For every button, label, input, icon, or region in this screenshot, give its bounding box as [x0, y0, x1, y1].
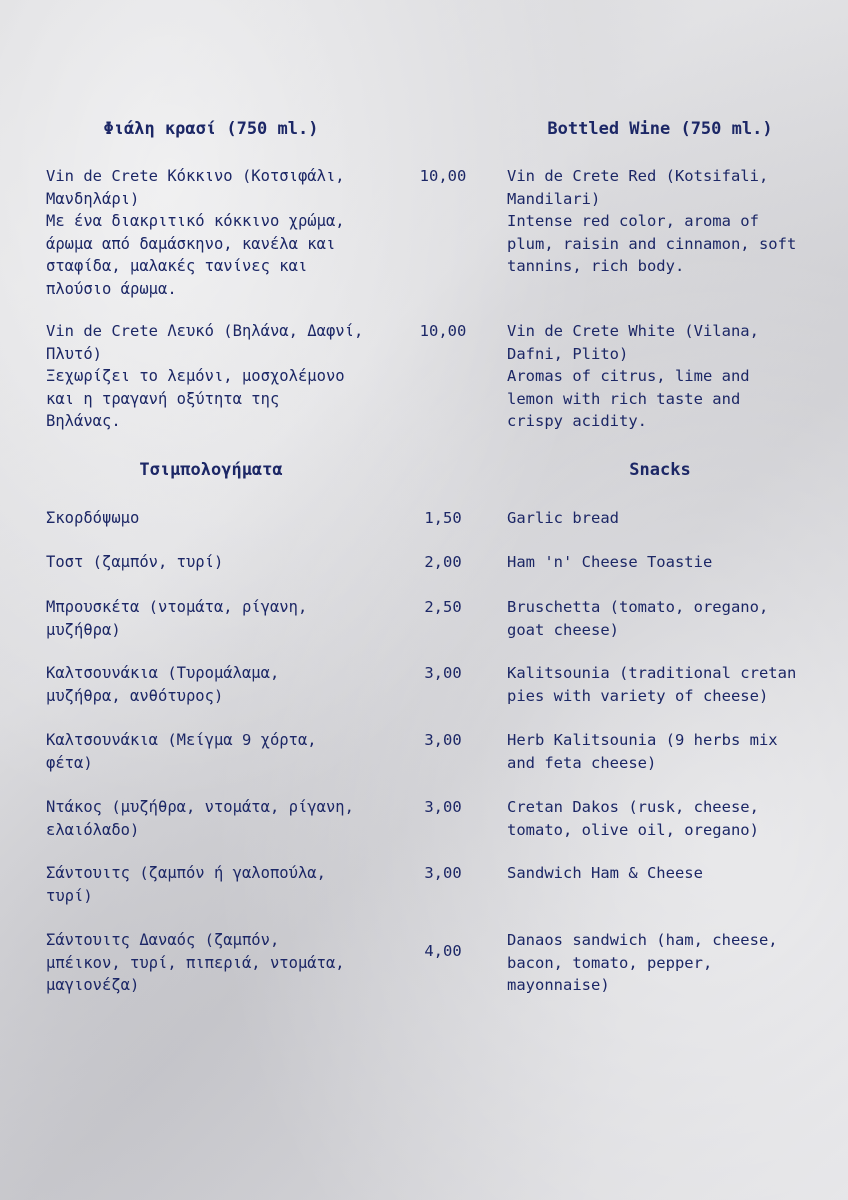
item-price: 3,00 — [424, 798, 462, 816]
section-title-gr-snacks: Τσιμπολογήματα — [139, 460, 283, 480]
item-description-gr: Μπρουσκέτα (ντομάτα, ρίγανη, μυζήθρα) — [46, 598, 308, 639]
item-description-gr: Σκορδόψωμο — [46, 509, 140, 527]
item-description-gr: Σάντουιτς (ζαμπόν ή γαλοπούλα, τυρί) — [46, 864, 326, 905]
item-description-en: Cretan Dakos (rusk, cheese, tomato, olive oil, oregano) — [507, 798, 759, 839]
item-price: 2,00 — [424, 553, 462, 571]
item-price: 3,00 — [424, 664, 462, 682]
section-title-gr-wine: Φιάλη κρασί (750 ml.) — [103, 119, 319, 139]
item-price: 1,50 — [424, 509, 462, 527]
item-description-gr: Τοστ (ζαμπόν, τυρί) — [46, 553, 224, 571]
item-description-en: Vin de Crete Red (Kotsifali, Mandilari) Intense red color, aroma of plum, raisin and cinnamon, soft tannins, rich body. — [507, 167, 797, 275]
section-title-en-snacks: Snacks — [629, 460, 691, 480]
item-description-en: Sandwich Ham & Cheese — [507, 864, 703, 882]
item-price: 3,00 — [424, 731, 462, 749]
item-price: 10,00 — [419, 167, 467, 185]
item-description-en: Kalitsounia (traditional cretan pies with variety of cheese) — [507, 664, 797, 705]
item-description-en: Ham 'n' Cheese Toastie — [507, 553, 713, 571]
item-description-en: Garlic bread — [507, 509, 619, 527]
item-description-en: Herb Kalitsounia (9 herbs mix and feta cheese) — [507, 731, 778, 772]
item-price: 3,00 — [424, 864, 462, 882]
item-description-gr: Καλτσουνάκια (Μείγμα 9 χόρτα, φέτα) — [46, 731, 317, 772]
item-description-gr: Vin de Crete Κόκκινο (Κοτσιφάλι, Μανδηλάρι) Με ένα διακριτικό κόκκινο χρώμα, άρωμα από δαμάσκηνο, κανέλα και σταφίδα, μαλακές τανίνες και πλούσιο άρωμα. — [46, 167, 345, 298]
item-description-gr: Σάντουιτς Δαναός (ζαμπόν, μπέικον, τυρί, πιπεριά, ντομάτα, μαγιονέζα) — [46, 931, 345, 994]
item-price: 2,50 — [424, 598, 462, 616]
item-description-en: Vin de Crete White (Vilana, Dafni, Plito) Aromas of citrus, lime and lemon with rich taste and crispy acidity. — [507, 322, 759, 430]
section-title-en-wine: Bottled Wine (750 ml.) — [547, 119, 773, 139]
item-description-gr: Vin de Crete Λευκό (Βηλάνα, Δαφνί, Πλυτό) Ξεχωρίζει το λεμόνι, μοσχολέμονο και η τραγανή οξύτητα της Βηλάνας. — [46, 322, 364, 430]
item-description-gr: Ντάκος (μυζήθρα, ντομάτα, ρίγανη, ελαιόλαδο) — [46, 798, 354, 839]
item-price: 4,00 — [424, 942, 462, 960]
item-description-en: Danaos sandwich (ham, cheese, bacon, tomato, pepper, mayonnaise) — [507, 931, 778, 994]
item-description-en: Bruschetta (tomato, oregano, goat cheese) — [507, 598, 769, 639]
item-price: 10,00 — [419, 322, 467, 340]
item-description-gr: Καλτσουνάκια (Τυρομάλαμα, μυζήθρα, ανθότυρος) — [46, 664, 280, 705]
